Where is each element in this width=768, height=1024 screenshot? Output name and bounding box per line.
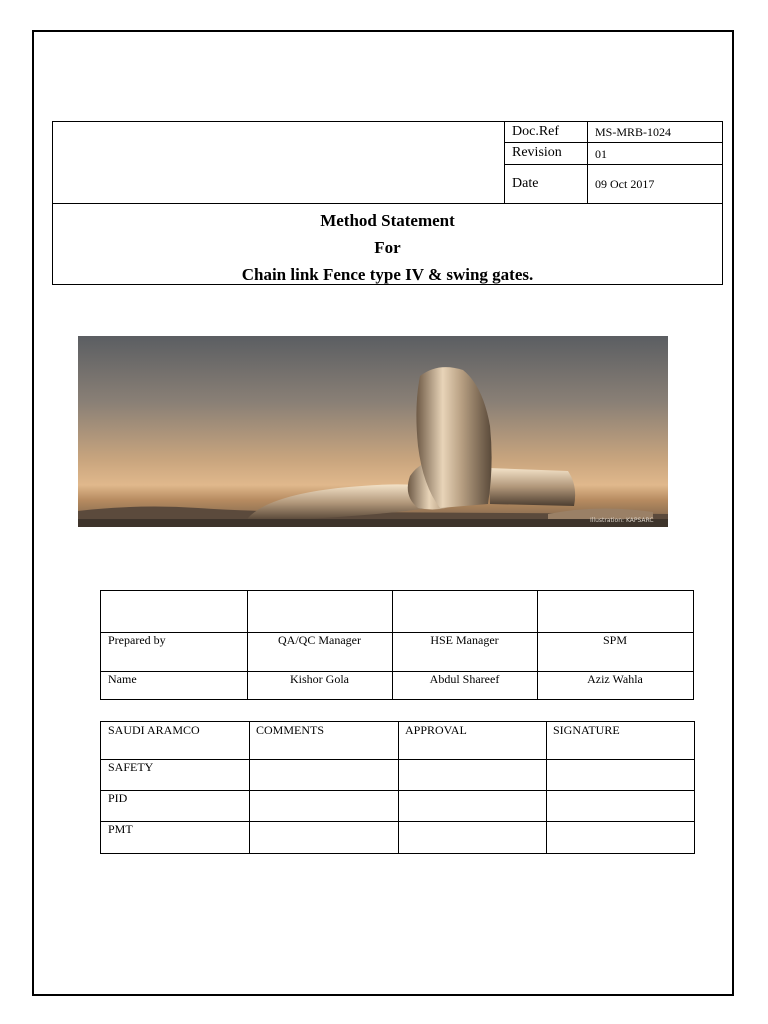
name-cell: Aziz Wahla bbox=[587, 672, 643, 686]
role-cell: Prepared by bbox=[108, 633, 166, 647]
col-divider bbox=[249, 722, 250, 853]
aramco-approval-table bbox=[100, 721, 695, 854]
name-cell: Abdul Shareef bbox=[429, 672, 500, 686]
header-cell: APPROVAL bbox=[405, 723, 467, 737]
photo-caption: Illustration: KAPSARC bbox=[590, 517, 654, 524]
date-row bbox=[505, 165, 587, 203]
role-cell: HSE Manager bbox=[430, 633, 499, 647]
title-line-3: Chain link Fence type IV & swing gates. bbox=[241, 265, 534, 284]
revision-value: 01 bbox=[595, 147, 607, 161]
row-divider bbox=[101, 759, 694, 760]
date-value: 09 Oct 2017 bbox=[595, 177, 655, 191]
row-divider bbox=[101, 821, 694, 822]
title-line-2: For bbox=[374, 238, 401, 257]
revision-value-cell bbox=[588, 143, 723, 165]
name-cell: Name bbox=[108, 672, 137, 686]
role-cell: SPM bbox=[602, 633, 628, 647]
header-cell: SAUDI ARAMCO bbox=[108, 723, 200, 737]
revision-row bbox=[505, 143, 587, 165]
row-divider bbox=[101, 790, 694, 791]
doc-ref-row bbox=[505, 122, 587, 143]
signoff-table bbox=[100, 590, 694, 700]
document-header-table bbox=[52, 121, 723, 285]
building-illustration bbox=[78, 336, 668, 527]
row-label-cell: PID bbox=[108, 791, 128, 805]
col-divider bbox=[398, 722, 399, 853]
title-block bbox=[53, 204, 722, 285]
doc-ref-value: MS-MRB-1024 bbox=[595, 125, 672, 139]
title-line-1: Method Statement bbox=[320, 211, 455, 230]
row-label-cell: SAFETY bbox=[108, 760, 154, 774]
header-top-row bbox=[53, 122, 722, 204]
role-cell: QA/QC Manager bbox=[278, 633, 361, 647]
date-label: Date bbox=[512, 176, 539, 191]
revision-label: Revision bbox=[512, 145, 562, 160]
header-cell: COMMENTS bbox=[256, 723, 325, 737]
row-label-cell: PMT bbox=[108, 822, 133, 836]
col-divider bbox=[546, 722, 547, 853]
header-cell: SIGNATURE bbox=[553, 723, 620, 737]
name-cell: Kishor Gola bbox=[290, 672, 349, 686]
meta-label-column bbox=[504, 122, 588, 203]
doc-ref-label: Doc.Ref bbox=[512, 124, 560, 139]
building-photo bbox=[78, 336, 668, 527]
